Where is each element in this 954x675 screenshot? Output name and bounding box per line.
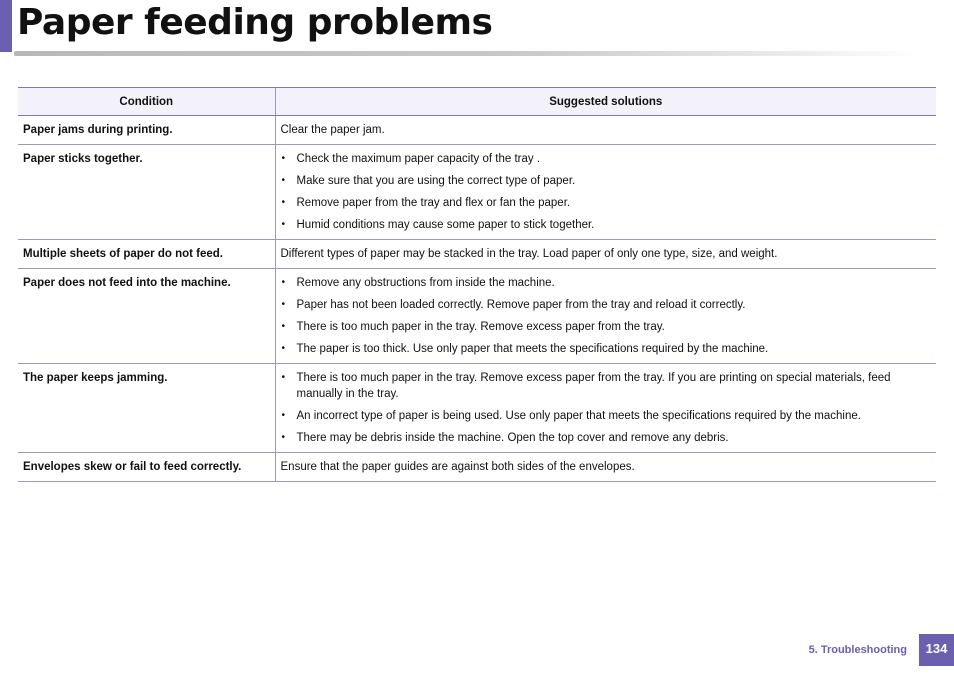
solution-list — [281, 151, 932, 233]
footer-section-label: 5. Troubleshooting — [808, 644, 907, 656]
condition-cell: Paper does not feed into the machine. — [18, 269, 275, 364]
solution-cell — [275, 240, 936, 269]
page-number-badge: 134 — [919, 634, 954, 666]
solution-cell — [275, 364, 936, 453]
header-condition: Condition — [18, 88, 275, 116]
table-row — [18, 240, 936, 269]
table-row — [18, 269, 936, 364]
condition-cell: Multiple sheets of paper do not feed. — [18, 240, 275, 269]
condition-cell: The paper keeps jamming. — [18, 364, 275, 453]
table-header-row — [18, 88, 936, 116]
page-title: Paper feeding problems — [17, 2, 493, 43]
solution-item: • There is too much paper in the tray. Remove excess paper from the tray. — [281, 319, 932, 335]
title-accent-bar — [0, 0, 12, 52]
condition-cell: Paper jams during printing. — [18, 116, 275, 145]
solution-item: • Make sure that you are using the correct type of paper. — [281, 173, 932, 189]
solution-item: • There may be debris inside the machine. Open the top cover and remove any debris. — [281, 430, 932, 446]
title-underline — [14, 51, 919, 56]
solution-item: • Remove any obstructions from inside the machine. — [281, 275, 932, 291]
solution-item: • An incorrect type of paper is being used. Use only paper that meets the specifications required by the machine. — [281, 408, 932, 424]
table-row — [18, 116, 936, 145]
solution-text: Different types of paper may be stacked in the tray. Load paper of only one type, size, and weight. — [280, 248, 778, 260]
header-suggested-solutions: Suggested solutions — [275, 88, 936, 116]
solution-item: • Remove paper from the tray and flex or fan the paper. — [281, 195, 932, 211]
condition-cell: Envelopes skew or fail to feed correctly. — [18, 453, 275, 482]
solution-item: • Paper has not been loaded correctly. Remove paper from the tray and reload it correctly. — [281, 297, 932, 313]
solution-item: • The paper is too thick. Use only paper that meets the specifications required by the machine. — [281, 341, 932, 357]
table-row — [18, 364, 936, 453]
paper-feeding-table — [18, 87, 936, 482]
solution-cell — [275, 453, 936, 482]
solution-cell — [275, 116, 936, 145]
table-row — [18, 453, 936, 482]
solution-list — [281, 370, 932, 446]
table-body — [18, 116, 936, 482]
solution-text: Ensure that the paper guides are against both sides of the envelopes. — [280, 461, 635, 473]
solution-text: Clear the paper jam. — [280, 124, 385, 136]
solution-cell — [275, 145, 936, 240]
solution-item: • Humid conditions may cause some paper to stick together. — [281, 217, 932, 233]
condition-cell: Paper sticks together. — [18, 145, 275, 240]
solution-item: • There is too much paper in the tray. Remove excess paper from the tray. If you are printing on special materials, feed manually in the tray. — [281, 370, 932, 402]
solution-list — [281, 275, 932, 357]
solution-item: • Check the maximum paper capacity of the tray . — [281, 151, 932, 167]
solution-cell — [275, 269, 936, 364]
table-row — [18, 145, 936, 240]
